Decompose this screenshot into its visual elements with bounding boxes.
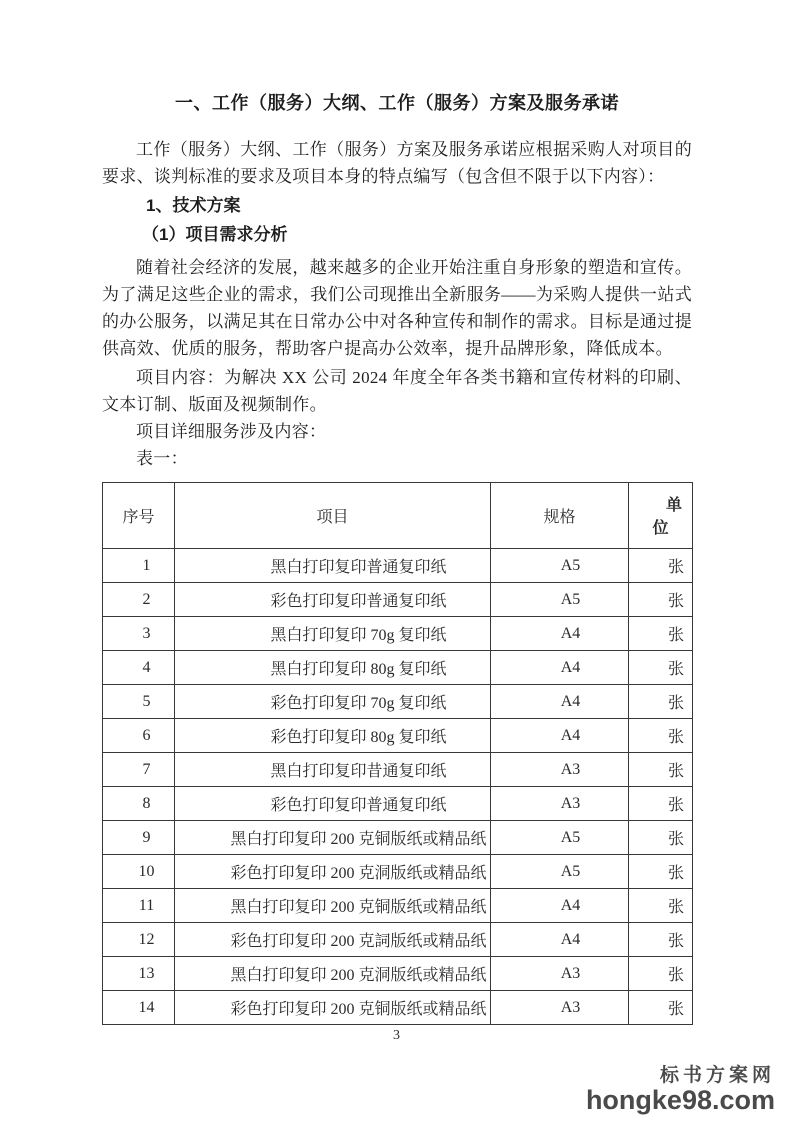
row-cell-item: 彩色打印复印 200 克洞版纸或精品纸 bbox=[175, 855, 491, 889]
row-cell-no: 2 bbox=[103, 583, 175, 617]
row-cell-no: 12 bbox=[103, 923, 175, 957]
unit-header-line2: 位 bbox=[652, 519, 669, 537]
detail-intro-line: 项目详细服务涉及内容： bbox=[136, 422, 327, 441]
row-cell-no: 11 bbox=[103, 889, 175, 923]
table-row bbox=[103, 855, 693, 889]
row-cell-unit: 张 bbox=[629, 855, 693, 889]
table-row bbox=[103, 957, 693, 991]
row-cell-item: 黑白打印复印 200 克铜版纸或精品纸 bbox=[175, 821, 491, 855]
row-cell-unit: 张 bbox=[629, 719, 693, 753]
table-caption: 表一： bbox=[136, 449, 188, 468]
row-cell-unit: 张 bbox=[629, 685, 693, 719]
watermark-site-url: hongke98.com bbox=[585, 1085, 775, 1115]
row-cell-spec: A5 bbox=[491, 855, 629, 889]
row-cell-no: 9 bbox=[103, 821, 175, 855]
row-cell-item: 彩色打印复印普通复印纸 bbox=[175, 583, 491, 617]
row-cell-item: 彩色打印复印 200 克铜版纸或精品纸 bbox=[175, 991, 491, 1025]
row-cell-unit: 张 bbox=[629, 957, 693, 991]
row-cell-unit: 张 bbox=[629, 923, 693, 957]
page-title: 一、工作（服务）大纲、工作（服务）方案及服务承诺 bbox=[175, 93, 619, 113]
section-heading-technical-plan: 1、技术方案 bbox=[146, 196, 241, 215]
row-cell-spec: A4 bbox=[491, 719, 629, 753]
table-row bbox=[103, 549, 693, 583]
row-cell-spec: A3 bbox=[491, 787, 629, 821]
row-cell-no: 10 bbox=[103, 855, 175, 889]
table-row bbox=[103, 753, 693, 787]
watermark-site-name: 标书方案网 bbox=[659, 1065, 775, 1086]
table-row bbox=[103, 821, 693, 855]
row-cell-spec: A4 bbox=[491, 617, 629, 651]
table-row bbox=[103, 787, 693, 821]
row-cell-no: 5 bbox=[103, 685, 175, 719]
row-cell-item: 黑白打印复印昔通复印纸 bbox=[175, 753, 491, 787]
table-row bbox=[103, 617, 693, 651]
row-cell-unit: 张 bbox=[629, 549, 693, 583]
table-row bbox=[103, 719, 693, 753]
header-cell-spec: 规格 bbox=[491, 483, 629, 549]
table-row bbox=[103, 583, 693, 617]
row-cell-spec: A4 bbox=[491, 923, 629, 957]
row-cell-item: 黑白打印复印 70g 复印纸 bbox=[175, 617, 491, 651]
row-cell-no: 4 bbox=[103, 651, 175, 685]
table-header-row bbox=[103, 483, 693, 549]
row-cell-no: 6 bbox=[103, 719, 175, 753]
header-cell-unit bbox=[629, 483, 693, 549]
row-cell-no: 13 bbox=[103, 957, 175, 991]
watermark bbox=[586, 1066, 775, 1114]
items-table bbox=[102, 482, 693, 1025]
row-cell-item: 黑白打印复印 80g 复印纸 bbox=[175, 651, 491, 685]
row-cell-spec: A5 bbox=[491, 821, 629, 855]
row-cell-unit: 张 bbox=[629, 583, 693, 617]
items-table-body bbox=[103, 549, 693, 1025]
row-cell-spec: A3 bbox=[491, 957, 629, 991]
table-row bbox=[103, 923, 693, 957]
row-cell-spec: A4 bbox=[491, 651, 629, 685]
row-cell-item: 彩色打印复印 80g 复印纸 bbox=[175, 719, 491, 753]
row-cell-item: 黑白打印复印普通复印纸 bbox=[175, 549, 491, 583]
row-cell-unit: 张 bbox=[629, 991, 693, 1025]
row-cell-unit: 张 bbox=[629, 651, 693, 685]
row-cell-no: 7 bbox=[103, 753, 175, 787]
unit-header-line1: 单 bbox=[665, 496, 682, 514]
row-cell-no: 1 bbox=[103, 549, 175, 583]
row-cell-item: 彩色打印复印普通复印纸 bbox=[175, 787, 491, 821]
row-cell-spec: A4 bbox=[491, 889, 629, 923]
row-cell-unit: 张 bbox=[629, 821, 693, 855]
row-cell-no: 8 bbox=[103, 787, 175, 821]
row-cell-item: 彩色打印复印 200 克詞版纸或精品纸 bbox=[175, 923, 491, 957]
row-cell-unit: 张 bbox=[629, 889, 693, 923]
table-row bbox=[103, 991, 693, 1025]
row-cell-no: 3 bbox=[103, 617, 175, 651]
project-content-paragraph: 项目内容：为解决 XX 公司 2024 年度全年各类书籍和宣传材料的印刷、文本订制、版面及视频制作。 bbox=[102, 368, 692, 414]
items-table-head bbox=[103, 483, 693, 549]
row-cell-item: 黑白打印复印 200 克铜版纸或精品纸 bbox=[175, 889, 491, 923]
table-row bbox=[103, 651, 693, 685]
row-cell-no: 14 bbox=[103, 991, 175, 1025]
row-cell-spec: A4 bbox=[491, 685, 629, 719]
row-cell-spec: A3 bbox=[491, 753, 629, 787]
header-cell-item: 项目 bbox=[175, 483, 491, 549]
analysis-paragraph: 随着社会经济的发展，越来越多的企业开始注重自身形象的塑造和宣传。为了满足这些企业的需求，我们公司现推出全新服务——为采购人提供一站式的办公服务，以满足其在日常办公中对各种宣传和制作的需求。目标是通过提供高效、优质的服务，帮助客户提高办公效率，提升品牌形象，降低成本。 bbox=[102, 258, 692, 358]
row-cell-unit: 张 bbox=[629, 787, 693, 821]
row-cell-spec: A5 bbox=[491, 549, 629, 583]
table-row bbox=[103, 685, 693, 719]
table-row bbox=[103, 889, 693, 923]
row-cell-spec: A5 bbox=[491, 583, 629, 617]
row-cell-item: 彩色打印复印 70g 复印纸 bbox=[175, 685, 491, 719]
header-cell-no: 序号 bbox=[103, 483, 175, 549]
row-cell-spec: A3 bbox=[491, 991, 629, 1025]
unit-header-wrap bbox=[629, 492, 692, 540]
sub-heading-requirement-analysis: （1）项目需求分析 bbox=[142, 225, 288, 244]
row-cell-item: 黑白打印复印 200 克洞版纸或精品纸 bbox=[175, 957, 491, 991]
intro-paragraph: 工作（服务）大纲、工作（服务）方案及服务承诺应根据采购人对项目的要求、谈判标准的要求及项目本身的特点编写（包含但不限于以下内容）： bbox=[102, 140, 692, 186]
row-cell-unit: 张 bbox=[629, 753, 693, 787]
row-cell-unit: 张 bbox=[629, 617, 693, 651]
page-number: 3 bbox=[393, 1028, 400, 1043]
